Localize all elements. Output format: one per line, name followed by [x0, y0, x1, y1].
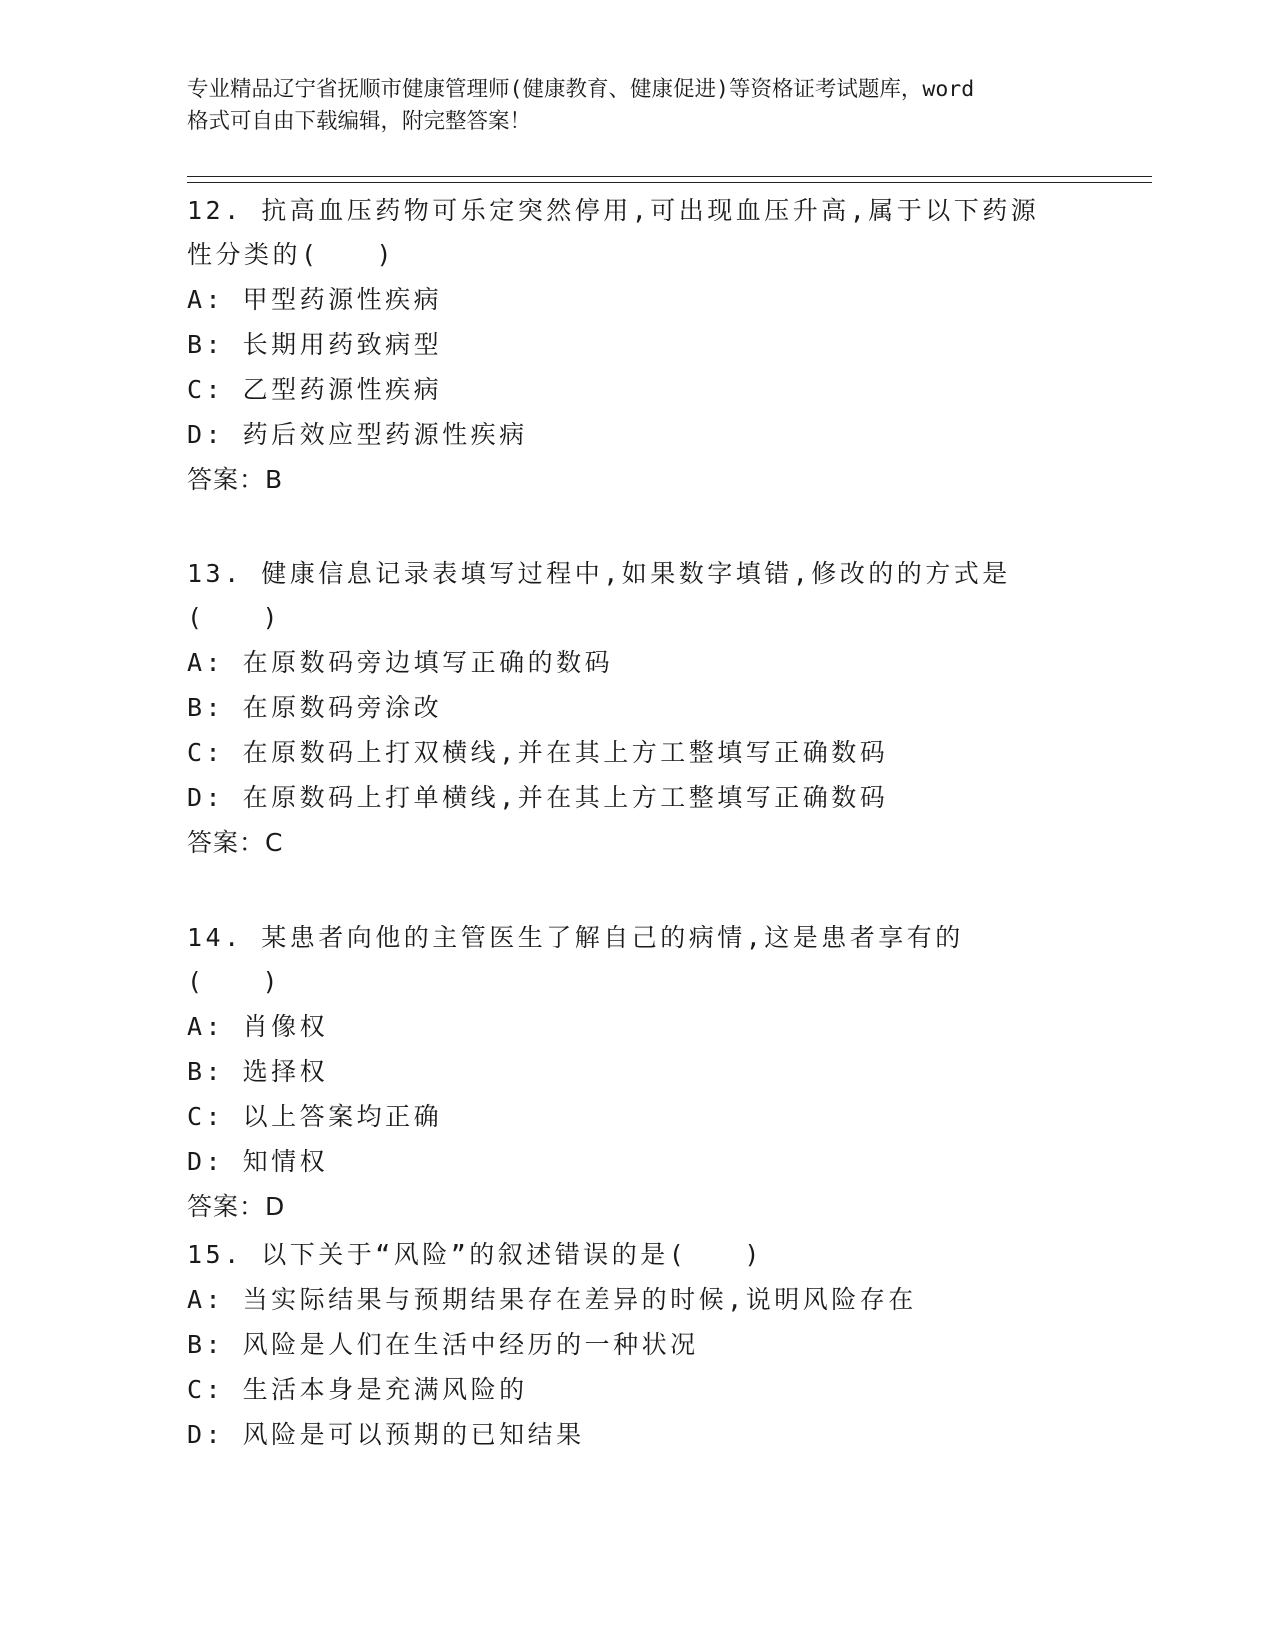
option-c: C: 乙型药源性疾病 — [187, 375, 443, 404]
option-d: D: 知情权 — [187, 1147, 329, 1176]
answer-line: 答案：B — [187, 465, 284, 494]
question-12 — [187, 189, 1087, 502]
option-d: D: 药后效应型药源性疾病 — [187, 420, 528, 449]
header-divider-bottom — [187, 182, 1152, 183]
option-a: A: 肖像权 — [187, 1012, 329, 1041]
option-a: A: 当实际结果与预期结果存在差异的时候,说明风险存在 — [187, 1285, 917, 1314]
question-stem: 12. 抗高血压药物可乐定突然停用,可出现血压升高,属于以下药源性分类的( ) — [187, 196, 1040, 269]
option-b: B: 选择权 — [187, 1057, 329, 1086]
question-stem: 15. 以下关于“风险”的叙述错误的是( ) — [187, 1240, 763, 1269]
option-c: C: 以上答案均正确 — [187, 1102, 443, 1131]
option-d: D: 在原数码上打单横线,并在其上方工整填写正确数码 — [187, 783, 889, 812]
option-b: B: 在原数码旁涂改 — [187, 693, 443, 722]
question-stem: 14. 某患者向他的主管医生了解自己的病情,这是患者享有的( ) — [187, 923, 964, 996]
question-stem: 13. 健康信息记录表填写过程中,如果数字填错,修改的的方式是( ) — [187, 559, 1011, 632]
option-a: A: 在原数码旁边填写正确的数码 — [187, 648, 614, 677]
header-line-1: 专业精品辽宁省抚顺市健康管理师(健康教育、健康促进)等资格证考试题库，word — [187, 77, 975, 102]
header-divider-top — [187, 176, 1152, 177]
document-header — [187, 74, 1087, 138]
answer-line: 答案：D — [187, 1192, 286, 1221]
question-14 — [187, 916, 1087, 1229]
header-line-2: 格式可自由下载编辑，附完整答案！ — [187, 109, 532, 134]
question-13 — [187, 552, 1087, 865]
option-b: B: 风险是人们在生活中经历的一种状况 — [187, 1330, 699, 1359]
option-c: C: 生活本身是充满风险的 — [187, 1375, 528, 1404]
option-c: C: 在原数码上打双横线,并在其上方工整填写正确数码 — [187, 738, 889, 767]
option-d: D: 风险是可以预期的已知结果 — [187, 1420, 585, 1449]
question-15 — [187, 1233, 1087, 1457]
option-b: B: 长期用药致病型 — [187, 330, 443, 359]
option-a: A: 甲型药源性疾病 — [187, 285, 443, 314]
answer-line: 答案：C — [187, 828, 284, 857]
